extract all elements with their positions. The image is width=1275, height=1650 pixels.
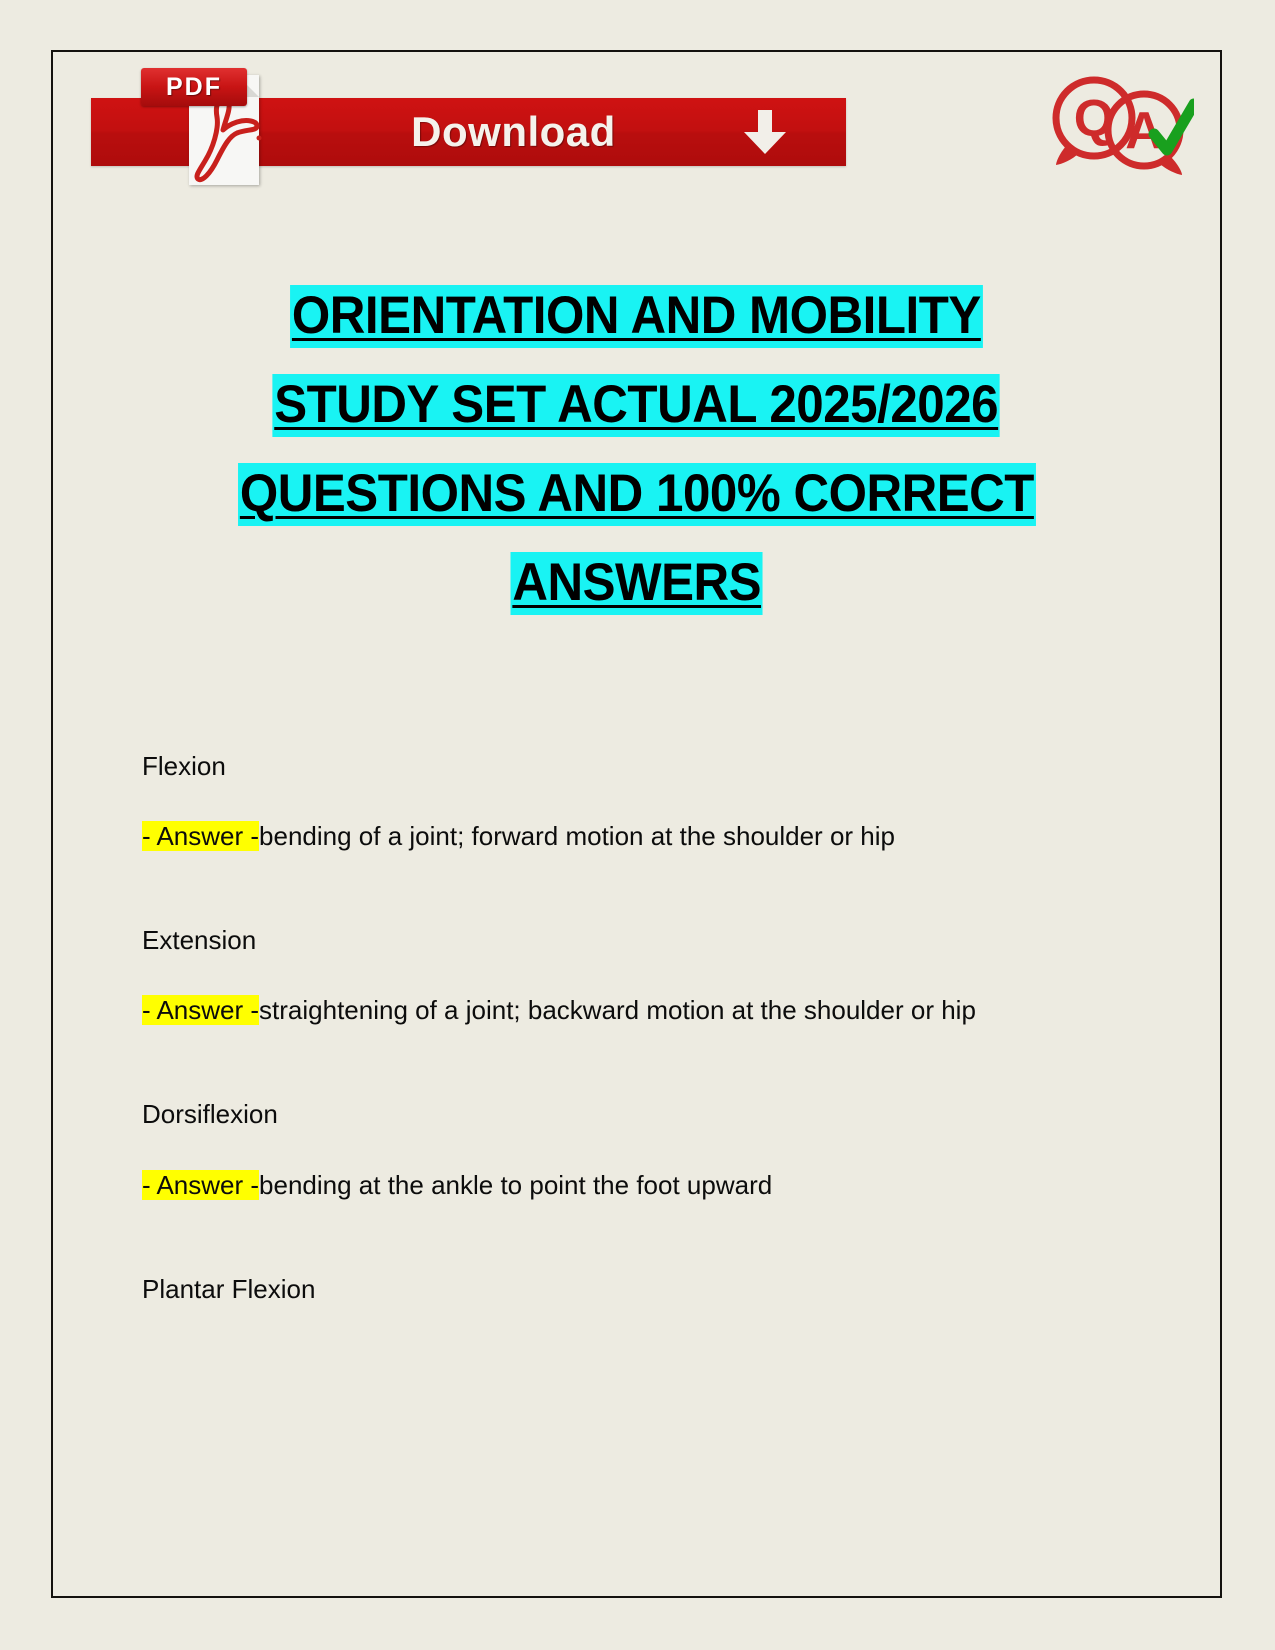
document-header — [51, 52, 1222, 197]
qa-entry — [142, 1093, 1082, 1205]
title-line-4 — [51, 552, 1222, 615]
download-arrow-icon — [742, 110, 788, 155]
title-line-1-text: ORIENTATION AND MOBILITY — [290, 285, 983, 348]
qa-logo-q-letter: Q — [1073, 90, 1115, 148]
qa-entry — [142, 1268, 1082, 1310]
qa-content — [142, 745, 1082, 1338]
pdf-badge — [141, 68, 247, 106]
title-line-2 — [51, 374, 1222, 437]
answer-tag: - Answer - — [142, 995, 260, 1026]
title-line-4-text: ANSWERS — [510, 552, 762, 615]
qa-term: Plantar Flexion — [142, 1273, 316, 1304]
title-line-1 — [51, 285, 1222, 348]
qa-term: Extension — [142, 925, 257, 956]
pdf-file-icon[interactable] — [141, 60, 259, 185]
qa-entry — [142, 745, 1082, 857]
qa-term: Flexion — [142, 751, 226, 781]
qa-answer — [142, 1164, 1082, 1206]
page-title — [51, 285, 1222, 615]
pdf-badge-label: PDF — [166, 73, 222, 101]
qa-logo-a-letter: A — [1125, 102, 1163, 160]
answer-text: bending at the ankle to point the foot upward — [259, 1169, 773, 1200]
answer-text: straightening of a joint; backward motion at the shoulder or hip — [259, 995, 976, 1026]
qa-logo — [1034, 68, 1194, 180]
answer-text: bending of a joint; forward motion at the shoulder or hip — [259, 821, 895, 852]
answer-tag: - Answer - — [142, 821, 260, 852]
qa-answer — [142, 815, 1082, 857]
qa-answer — [142, 989, 1082, 1031]
qa-term: Dorsiflexion — [142, 1099, 278, 1130]
answer-tag: - Answer - — [142, 1169, 260, 1200]
title-line-2-text: STUDY SET ACTUAL 2025/2026 — [273, 374, 1001, 437]
title-line-3 — [51, 463, 1222, 526]
download-button-label: Download — [411, 108, 616, 155]
qa-entry — [142, 919, 1082, 1031]
title-line-3-text: QUESTIONS AND 100% CORRECT — [238, 463, 1036, 526]
